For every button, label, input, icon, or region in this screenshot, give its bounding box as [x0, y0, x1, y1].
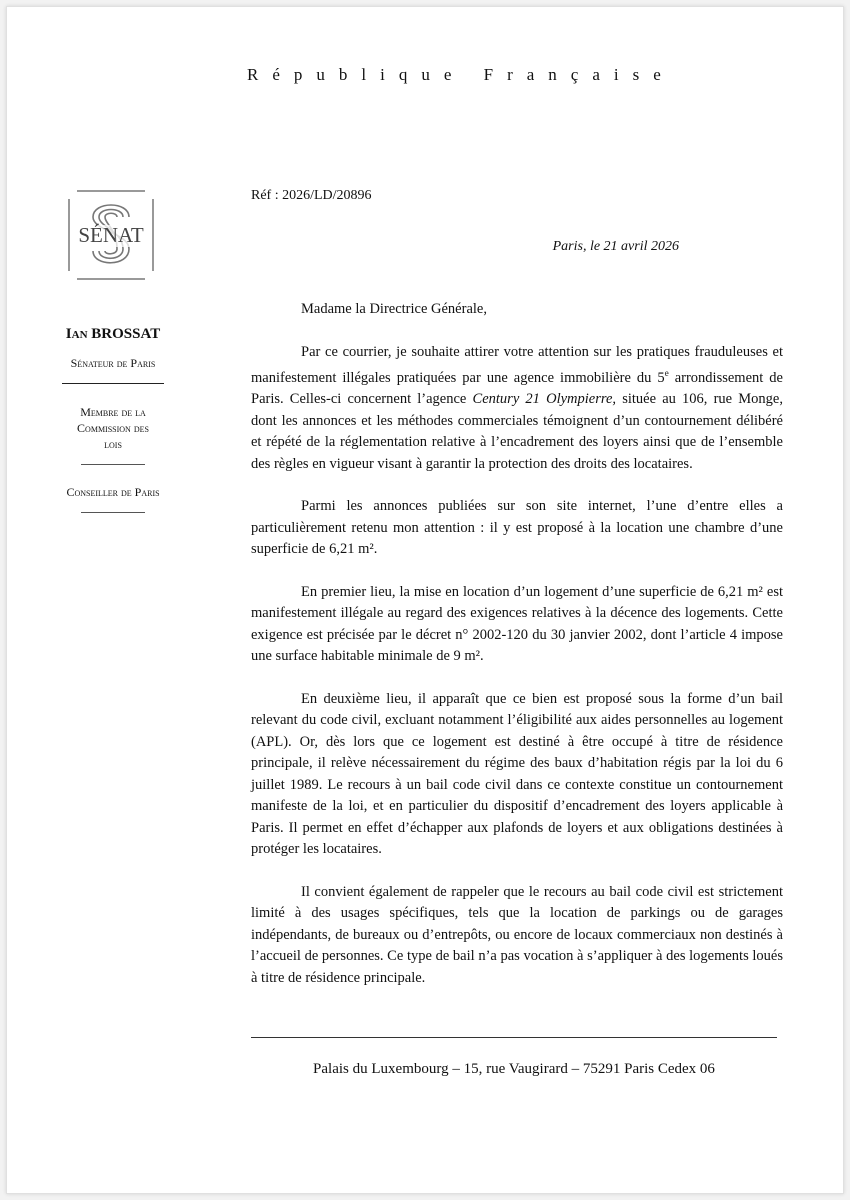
- sender-block: [43, 327, 183, 533]
- paragraph-2: Parmi les annonces publiées sur son site internet, l’une d’entre elles a particulièrement retenu mon attention : il y est proposé à la location une chambre d’une superficie de 6,21 m².: [251, 498, 783, 558]
- paragraph-3: En premier lieu, la mise en location d’un logement d’une superficie de 6,21 m² est manifestement illégale au regard des exigences relatives à la décence des logements. Cette exigence est précisée par le décret n° 2002-120 du 30 janvier 2002, dont l’article 4 impose une surface habitable minimale de 9 m².: [251, 583, 783, 665]
- letter-date: Paris, le 21 avril 2026: [552, 239, 679, 254]
- divider: [81, 464, 145, 465]
- footer-address: Palais du Luxembourg – 15, rue Vaugirard – 75291 Paris Cedex 06: [313, 1061, 715, 1077]
- letter-page: [6, 6, 844, 1194]
- member-commission: Membre de la Commission des lois: [77, 405, 149, 451]
- paragraph-4: En deuxième lieu, il apparaît que ce bien est proposé sous la forme d’un bail relevant du code civil, excluant notamment l’éligibilité aux aides personnelles au logement (APL). Or, dès lors que ce logement est destiné à être occupé à titre de résidence principale, il relève nécessairement du régime des baux d’habitation régis par la loi du 6 juillet 1989. Le recours à un bail code civil dans ce contexte constitue un contournement manifeste de la loi, et en particulier du dispositif d’encadrement des loyers applicable à Paris. Il permet en effet d’échapper aux plafonds de loyers et aux obligations destinées à protéger les locataires.: [251, 690, 783, 858]
- divider: [62, 383, 164, 384]
- paragraph-5: Il convient également de rappeler que le recours au bail code civil est strictement limité à des usages spécifiques, tels que la location de parkings ou de garages indépendants, de bureaux ou d’entrepôts, ou encore de locaux commerciaux non destinés à l’accueil de personnes. Ce type de bail n’a pas vocation à s’appliquer à des logements loués à titre de résidence principale.: [251, 883, 783, 986]
- reference-number: Réf : 2026/LD/20896: [251, 188, 372, 203]
- salutation: Madame la Directrice Générale,: [301, 301, 487, 317]
- senator-role: Sénateur de Paris: [70, 356, 156, 370]
- letter-body: [251, 299, 783, 1010]
- divider: [81, 512, 145, 513]
- senator-name: Ian BROSSAT: [65, 326, 161, 342]
- senat-logo-text: SÉNAT: [78, 223, 144, 247]
- paragraph-1: Par ce courrier, je souhaite attirer votre attention sur les pratiques frauduleuses et manifestement illégales pratiquées par une agence immobilière du 5e arrondissement de Paris. Celles-ci concernent l’agence Century 21 Olympierre, située au 106, rue Monge, dont les annonces et les méthodes commerciales témoignent d’un contournement délibéré et répété de la réglementation relative à l’encadrement des loyers ainsi que de l’ensemble des règles en vigueur visant à garantir la protection des droits des locataires.: [251, 343, 783, 472]
- council-role: Conseiller de Paris: [66, 485, 160, 499]
- republic-header: République Française: [247, 65, 675, 84]
- agency-name: Century 21 Olympierre,: [472, 391, 617, 408]
- footer-divider: [251, 1037, 777, 1038]
- senat-logo: [63, 187, 159, 283]
